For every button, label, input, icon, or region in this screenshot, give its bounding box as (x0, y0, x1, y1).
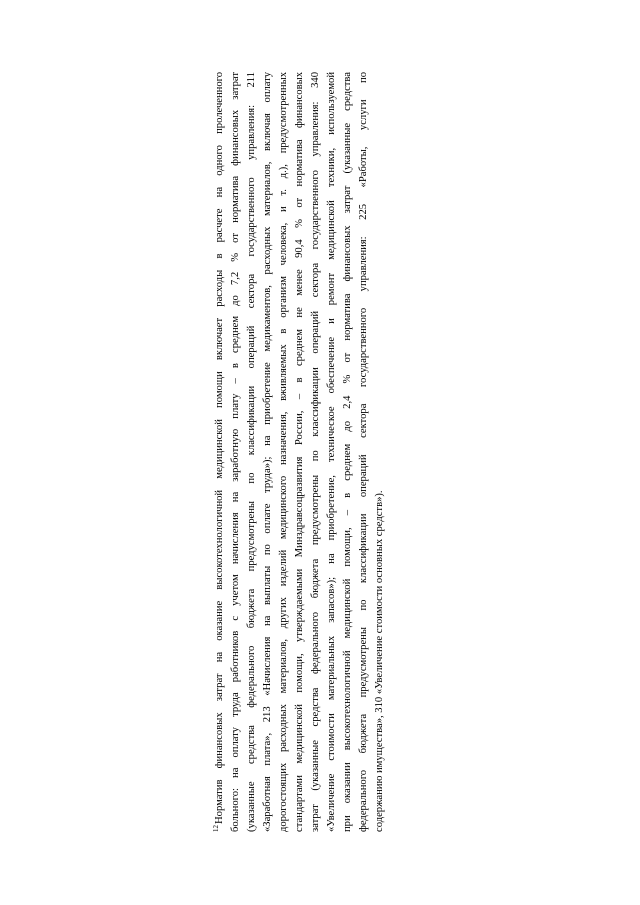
footnote-line: при оказании высокотехнологичной медицинской помощи, – в среднем до 2,4 % от норматива финансовых затрат (указанные средства (342, 72, 353, 832)
footnote-line: стандартами медицинской помощи, утверждаемыми Минздравсоцразвития России, – в среднем не менее 90,4 % от норматива финансовых (294, 72, 305, 832)
footnote-text (208, 72, 388, 832)
footnote-line: затрат (указанные средства федерального бюджета предусмотрены по классификации операций сектора государственного управления: 340 (310, 72, 321, 832)
footnote-line: «Увеличение стоимости материальных запасов»); на приобретение, техническое обеспечение и ремонт медицинской техники, используемой (326, 72, 337, 832)
footnote-line: федерального бюджета предусмотрены по классификации операций сектора государственного управления: 225 «Работы, услуги по (358, 72, 369, 832)
footnote-line: больного: на оплату труда работников с учетом начисления на заработную плату – в среднем до 7,2 % от норматива финансовых затрат (230, 72, 241, 832)
footnote-line: дорогостоящих расходных материалов, других изделий медицинского назначения, вживляемых в организм человека, и т. д.), предусмотренных (278, 72, 289, 832)
footnote-line-text: Норматив финансовых затрат на оказание высокотехнологичной медицинской помощи включает расходы в расчете на одного пролеченного (214, 72, 225, 824)
rotated-document-page (212, 72, 420, 832)
footnote-marker: 12 (212, 825, 220, 832)
footnote-line: (указанные средства федерального бюджета предусмотрены по классификации операций сектора государственного управления: 211 (246, 72, 257, 832)
footnote-line: содержанию имущества», 310 «Увеличение стоимости основных средств»). (374, 490, 385, 832)
footnote-line: «Заработная плата», 213 «Начисления на выплаты по оплате труда»); на приобретение медикаментов, расходных материалов, включая оплату (262, 72, 273, 832)
footnote-line (208, 72, 228, 832)
